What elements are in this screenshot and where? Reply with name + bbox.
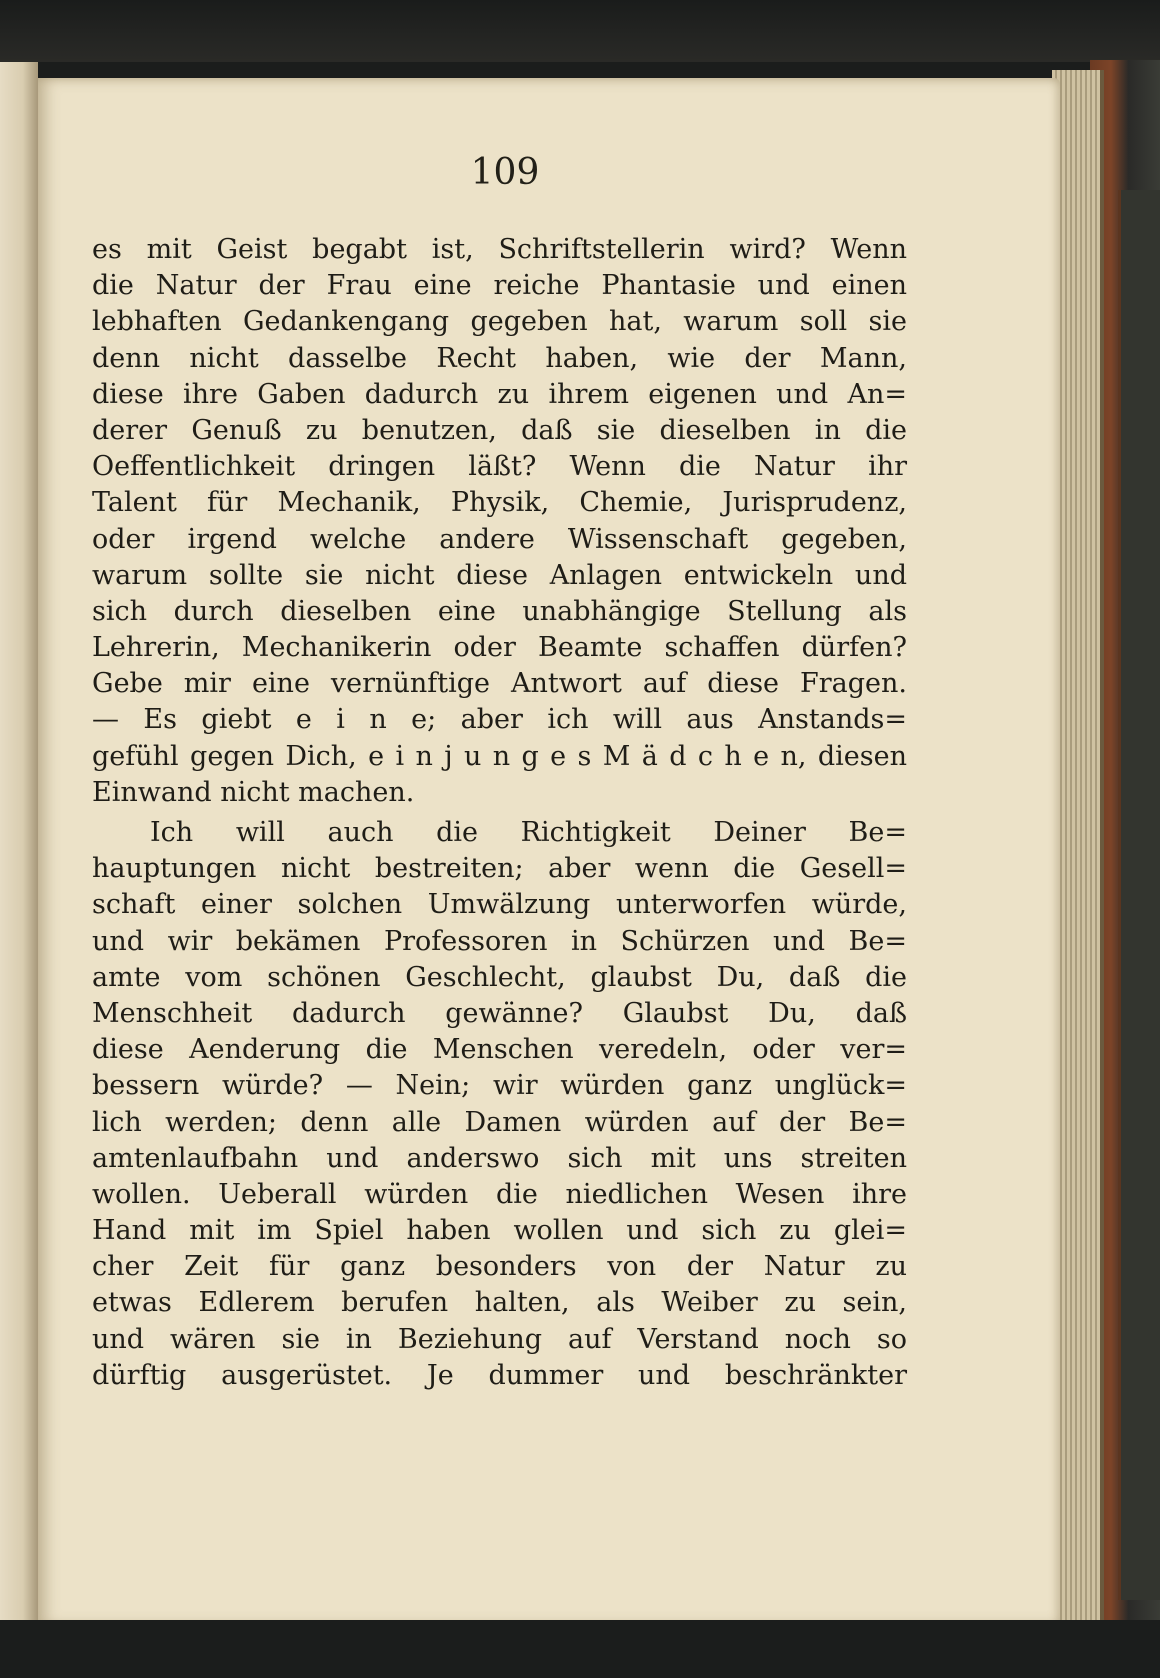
text-line: Einwand nicht machen. (92, 776, 415, 808)
text-line: etwas Edlerem berufen halten, als Weiber zu sein, (92, 1287, 907, 1319)
text-line: gefühl gegen Dich, e i n j u n g e s M ä d c h e n, diesen (92, 740, 907, 772)
text-line: Lehrerin, Mechanikerin oder Beamte schaffen dürfen? (92, 632, 907, 664)
text-line: oder irgend welche andere Wissenschaft gegeben, (92, 523, 907, 555)
text-line: lich werden; denn alle Damen würden auf der Be= (92, 1106, 907, 1138)
text-line: es mit Geist begabt ist, Schriftstellerin wird? Wenn (92, 234, 907, 265)
page-number: 109 (470, 152, 540, 193)
book-cover-board (1118, 190, 1160, 1600)
text-line: und wir bekämen Professoren in Schürzen und Be= (92, 925, 907, 957)
text-line: derer Genuß zu benutzen, daß sie dieselben in die (92, 414, 907, 446)
text-line: warum sollte sie nicht diese Anlagen entwickeln und (92, 559, 907, 591)
text-line: Talent für Mechanik, Physik, Chemie, Jurisprudenz, (92, 487, 907, 519)
text-line: sich durch dieselben eine unabhängige Stellung als (92, 595, 907, 627)
text-line: amtenlaufbahn und anderswo sich mit uns streiten (92, 1142, 907, 1174)
book-cover-top (0, 0, 1160, 62)
text-line: hauptungen nicht bestreiten; aber wenn die Gesell= (92, 853, 907, 885)
body-text (92, 232, 907, 1394)
text-line: denn nicht dasselbe Recht haben, wie der Mann, (92, 342, 907, 374)
text-line: lebhaften Gedankengang gegeben hat, warum soll sie (92, 306, 907, 338)
text-line: die Natur der Frau eine reiche Phantasie und einen (92, 270, 907, 302)
text-line: amte vom schönen Geschlecht, glaubst Du, daß die (92, 961, 907, 993)
text-line: bessern würde? — Nein; wir würden ganz unglück= (92, 1070, 907, 1102)
text-line: Menschheit dadurch gewänne? Glaubst Du, daß (92, 997, 907, 1029)
text-line: dürftig ausgerüstet. Je dummer und beschränkter (92, 1359, 907, 1391)
text-line: schaft einer solchen Umwälzung unterworfen würde, (92, 889, 907, 921)
text-line: Gebe mir eine vernünftige Antwort auf diese Fragen. (92, 668, 907, 700)
text-line: cher Zeit für ganz besonders von der Natur zu (92, 1251, 907, 1283)
text-line: Oeffentlichkeit dringen läßt? Wenn die Natur ihr (92, 451, 907, 483)
text-line: Hand mit im Spiel haben wollen und sich zu glei= (92, 1215, 907, 1247)
text-line: wollen. Ueberall würden die niedlichen Wesen ihre (92, 1178, 907, 1210)
text-line: und wären sie in Beziehung auf Verstand noch so (92, 1323, 907, 1355)
text-line: diese ihre Gaben dadurch zu ihrem eigenen und An= (92, 378, 907, 410)
paragraph-start-line: Ich will auch die Richtigkeit Deiner Be= (150, 817, 907, 848)
text-line: — Es giebt e i n e; aber ich will aus Anstands= (92, 704, 907, 736)
left-page-edge (0, 62, 38, 1632)
text-line: diese Aenderung die Menschen veredeln, oder ver= (92, 1034, 907, 1066)
book-cover-bottom (0, 1620, 1160, 1678)
